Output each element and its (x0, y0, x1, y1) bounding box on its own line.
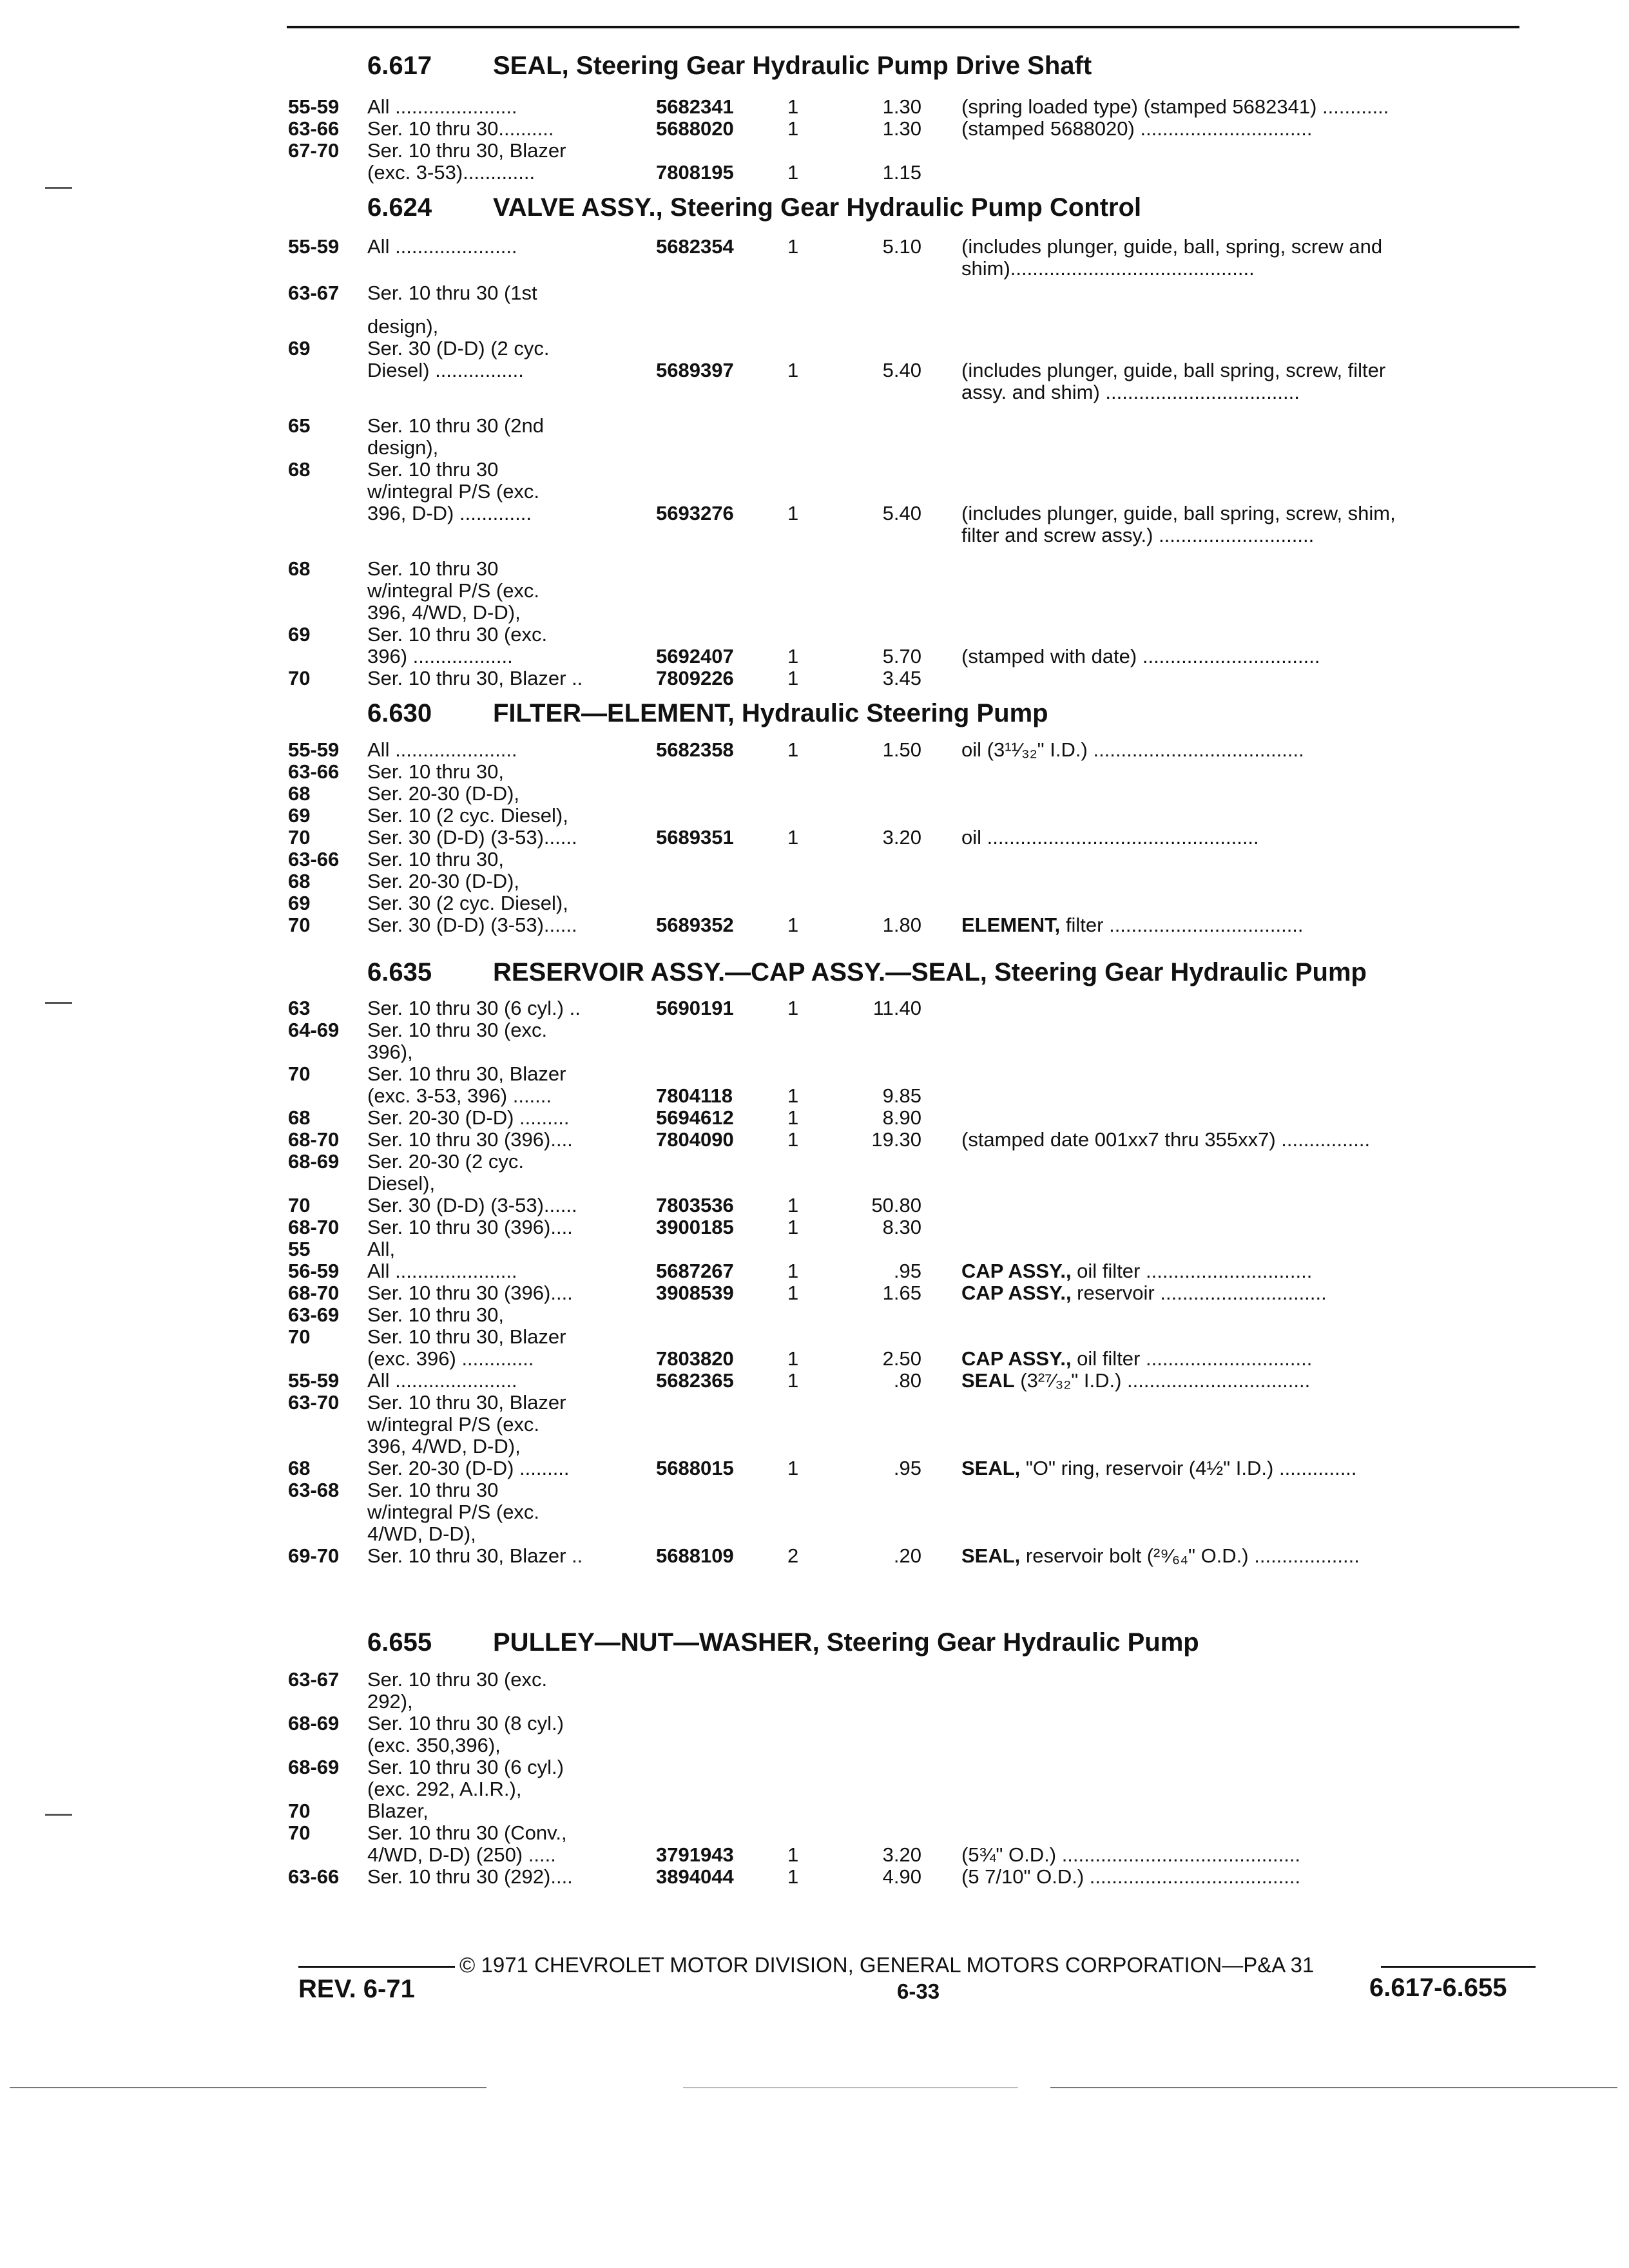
model-year: 70 (288, 1800, 311, 1822)
section-heading (367, 193, 1141, 222)
part-number: 5693276 (656, 502, 734, 524)
part-number: 7804090 (656, 1128, 734, 1151)
part-number: 5682365 (656, 1369, 734, 1392)
model-year: 65 (288, 414, 311, 437)
model-year: 55-59 (288, 738, 340, 761)
quantity: 1 (787, 117, 799, 140)
remarks: (includes plunger, guide, ball spring, screw, filter (961, 359, 1386, 381)
remarks: (5 7/10" O.D.) ...................................... (961, 1865, 1301, 1888)
list-price: .20 (893, 1544, 921, 1567)
application: w/integral P/S (exc. (367, 1413, 540, 1436)
list-price: 3.20 (882, 1843, 921, 1866)
model-year: 70 (288, 1325, 311, 1348)
model-year: 68-69 (288, 1150, 340, 1173)
part-number: 5690191 (656, 997, 734, 1019)
model-year: 55-59 (288, 95, 340, 118)
quantity: 1 (787, 359, 799, 381)
list-price: 5.40 (882, 502, 921, 524)
list-price: 5.10 (882, 235, 921, 258)
remarks (961, 1544, 1360, 1568)
model-year: 63 (288, 997, 311, 1019)
list-price: .95 (893, 1457, 921, 1479)
remark-keyword: CAP ASSY., (961, 1347, 1072, 1370)
copyright-line: © 1971 CHEVROLET MOTOR DIVISION, GENERAL MOTORS CORPORATION—P&A 31 (459, 1953, 1315, 1977)
part-number: 5687267 (656, 1260, 734, 1282)
application: Ser. 10 thru 30, Blazer (367, 139, 566, 162)
application: Diesel) ................ (367, 359, 524, 381)
part-number: 5682354 (656, 235, 734, 258)
bottom-scan-rule (1050, 2087, 1617, 2088)
model-year: 63-70 (288, 1391, 340, 1414)
remarks: (stamped 5688020) ............................... (961, 117, 1313, 140)
model-year: 69-70 (288, 1544, 340, 1567)
remarks (961, 1369, 1310, 1392)
quantity: 1 (787, 1282, 799, 1304)
application: Ser. 20-30 (2 cyc. (367, 1150, 524, 1173)
application: Ser. 10 thru 30 (367, 458, 499, 481)
model-year: 70 (288, 1062, 311, 1085)
model-year: 67-70 (288, 139, 340, 162)
model-year: 70 (288, 1821, 311, 1844)
application: Ser. 10 thru 30 (6 cyl.) (367, 1756, 564, 1778)
model-year: 63-69 (288, 1303, 340, 1326)
list-price: 2.50 (882, 1347, 921, 1370)
application: 396, 4/WD, D-D), (367, 601, 521, 624)
part-number: 3900185 (656, 1216, 734, 1238)
model-year: 68 (288, 782, 311, 805)
top-rule (287, 26, 1519, 28)
application: Ser. 10 thru 30 (1st (367, 282, 537, 304)
model-year: 69 (288, 337, 311, 360)
list-price: 1.30 (882, 117, 921, 140)
application: Ser. 20-30 (D-D) ......... (367, 1106, 570, 1129)
part-number: 5688109 (656, 1544, 734, 1567)
section-number: 6.624 (367, 193, 432, 222)
model-year: 68-69 (288, 1756, 340, 1778)
model-year: 63-67 (288, 282, 340, 304)
application: Ser. 10 thru 30 (396).... (367, 1128, 573, 1151)
section-number: 6.617 (367, 52, 432, 80)
section-heading (367, 1628, 1199, 1657)
application: (exc. 350,396), (367, 1734, 501, 1756)
quantity: 1 (787, 95, 799, 118)
application: All ...................... (367, 1260, 517, 1282)
application: 4/WD, D-D), (367, 1523, 476, 1545)
application: Ser. 10 thru 30 (367, 557, 499, 580)
section-heading (367, 958, 1367, 987)
application: (exc. 3-53)............. (367, 161, 535, 184)
model-year: 63-67 (288, 1668, 340, 1691)
application: design), (367, 436, 439, 459)
model-year: 68 (288, 1457, 311, 1479)
quantity: 1 (787, 235, 799, 258)
application: Ser. 20-30 (D-D), (367, 782, 520, 805)
quantity: 1 (787, 1216, 799, 1238)
remarks (961, 1260, 1312, 1283)
section-number: 6.630 (367, 699, 432, 727)
model-year: 68-70 (288, 1216, 340, 1238)
list-price: 3.45 (882, 667, 921, 689)
part-number: 5682358 (656, 738, 734, 761)
quantity: 1 (787, 997, 799, 1019)
application: Ser. 10 thru 30, (367, 760, 504, 783)
section-range: 6.617-6.655 (1369, 1974, 1507, 2002)
quantity: 1 (787, 1843, 799, 1866)
application: Ser. 30 (D-D) (3-53)...... (367, 914, 577, 936)
list-price: 4.90 (882, 1865, 921, 1888)
remarks (961, 1282, 1327, 1305)
application: All ...................... (367, 738, 517, 761)
application: Ser. 30 (D-D) (2 cyc. (367, 337, 550, 360)
application: w/integral P/S (exc. (367, 579, 540, 602)
model-year: 63-68 (288, 1479, 340, 1501)
quantity: 1 (787, 1347, 799, 1370)
model-year: 56-59 (288, 1260, 340, 1282)
remarks (961, 1457, 1357, 1480)
remark-text: oil filter .............................. (1071, 1260, 1313, 1282)
section-title: SEAL, Steering Gear Hydraulic Pump Drive Shaft (493, 52, 1092, 80)
remarks: assy. and shim) ................................... (961, 381, 1300, 403)
model-year: 68 (288, 870, 311, 892)
section-number: 6.635 (367, 958, 432, 986)
remark-text: reservoir bolt (²⁹⁄₆₄" O.D.) ................... (1020, 1544, 1360, 1567)
remark-keyword: CAP ASSY., (961, 1282, 1072, 1304)
list-price: .95 (893, 1260, 921, 1282)
application: 396) .................. (367, 645, 513, 668)
quantity: 1 (787, 1128, 799, 1151)
quantity: 1 (787, 667, 799, 689)
quantity: 1 (787, 1865, 799, 1888)
application: 4/WD, D-D) (250) ..... (367, 1843, 556, 1866)
quantity: 2 (787, 1544, 799, 1567)
remarks: shim)............................................ (961, 257, 1255, 280)
quantity: 1 (787, 1106, 799, 1129)
application: (exc. 292, A.I.R.), (367, 1778, 522, 1800)
remarks: (stamped with date) ................................ (961, 645, 1320, 668)
remark-keyword: SEAL (961, 1369, 1015, 1392)
application: Ser. 20-30 (D-D), (367, 870, 520, 892)
part-number: 7809226 (656, 667, 734, 689)
part-number: 5689352 (656, 914, 734, 936)
hole-punch-mark (45, 187, 72, 189)
quantity: 1 (787, 826, 799, 849)
model-year: 70 (288, 667, 311, 689)
part-number: 3791943 (656, 1843, 734, 1866)
application: Ser. 10 thru 30 (exc. (367, 1668, 548, 1691)
model-year: 68 (288, 458, 311, 481)
application: Ser. 10 thru 30 (367, 1479, 499, 1501)
list-price: 8.90 (882, 1106, 921, 1129)
part-number: 5682341 (656, 95, 734, 118)
application: Ser. 10 thru 30 (292).... (367, 1865, 573, 1888)
remark-keyword: CAP ASSY., (961, 1260, 1072, 1282)
list-price: .80 (893, 1369, 921, 1392)
application: Ser. 10 thru 30 (396).... (367, 1282, 573, 1304)
quantity: 1 (787, 738, 799, 761)
list-price: 1.50 (882, 738, 921, 761)
application: Diesel), (367, 1172, 436, 1195)
application: Ser. 10 thru 30 (2nd (367, 414, 545, 437)
remark-keyword: SEAL, (961, 1457, 1021, 1479)
application: Ser. 10 thru 30, (367, 1303, 504, 1326)
bottom-scan-rule (10, 2087, 487, 2088)
application: Ser. 10 thru 30, (367, 848, 504, 870)
remark-text: (3²⁷⁄₃₂" I.D.) ................................. (1014, 1369, 1311, 1392)
model-year: 63-66 (288, 848, 340, 870)
part-number: 7808195 (656, 161, 734, 184)
part-number: 5688020 (656, 117, 734, 140)
section-title: PULLEY—NUT—WASHER, Steering Gear Hydraulic Pump (493, 1628, 1199, 1657)
list-price: 9.85 (882, 1084, 921, 1107)
quantity: 1 (787, 1457, 799, 1479)
part-number: 7803820 (656, 1347, 734, 1370)
model-year: 70 (288, 1194, 311, 1216)
application: All ...................... (367, 95, 517, 118)
application: 396), (367, 1041, 413, 1063)
application: Ser. 10 thru 30, Blazer .. (367, 1544, 583, 1567)
application: 396, 4/WD, D-D), (367, 1435, 521, 1457)
remarks (961, 1347, 1312, 1370)
application: Ser. 10 thru 30, Blazer (367, 1325, 566, 1348)
model-year: 68-70 (288, 1282, 340, 1304)
part-number: 7803536 (656, 1194, 734, 1216)
application: Ser. 30 (D-D) (3-53)...... (367, 826, 577, 849)
list-price: 5.70 (882, 645, 921, 668)
application: Ser. 30 (D-D) (3-53)...... (367, 1194, 577, 1216)
remarks (961, 914, 1304, 937)
model-year: 55-59 (288, 235, 340, 258)
remarks: oil (3¹¹⁄₃₂" I.D.) ...................................... (961, 738, 1304, 761)
part-number: 5692407 (656, 645, 734, 668)
application: Ser. 10 thru 30, Blazer (367, 1391, 566, 1414)
model-year: 68-70 (288, 1128, 340, 1151)
list-price: 1.80 (882, 914, 921, 936)
application: w/integral P/S (exc. (367, 480, 540, 503)
model-year: 63-66 (288, 760, 340, 783)
list-price: 11.40 (872, 997, 921, 1019)
application: Ser. 30 (2 cyc. Diesel), (367, 892, 568, 914)
application: Ser. 20-30 (D-D) ......... (367, 1457, 570, 1479)
section-number: 6.655 (367, 1628, 432, 1657)
list-price: 1.65 (882, 1282, 921, 1304)
footer-rule-left (298, 1966, 455, 1968)
application: w/integral P/S (exc. (367, 1501, 540, 1523)
application: Ser. 10 thru 30 (6 cyl.) .. (367, 997, 581, 1019)
footer-rule-right (1381, 1966, 1536, 1968)
remarks: filter and screw assy.) ............................ (961, 524, 1315, 546)
part-number: 5694612 (656, 1106, 734, 1129)
model-year: 70 (288, 914, 311, 936)
hole-punch-mark (45, 1002, 72, 1004)
list-price: 5.40 (882, 359, 921, 381)
application: 292), (367, 1690, 413, 1713)
part-number: 5688015 (656, 1457, 734, 1479)
application: Ser. 10 thru 30, Blazer .. (367, 667, 583, 689)
remark-text: filter ................................... (1060, 914, 1304, 936)
remarks: (includes plunger, guide, ball spring, screw, shim, (961, 502, 1396, 524)
application: Ser. 10 thru 30.......... (367, 117, 554, 140)
application: Ser. 10 thru 30, Blazer (367, 1062, 566, 1085)
application: All ...................... (367, 1369, 517, 1392)
quantity: 1 (787, 161, 799, 184)
model-year: 69 (288, 804, 311, 827)
application: Blazer, (367, 1800, 429, 1822)
list-price: 1.15 (882, 161, 921, 184)
list-price: 19.30 (871, 1128, 921, 1151)
section-heading (367, 699, 1048, 728)
model-year: 70 (288, 826, 311, 849)
application: Ser. 10 thru 30 (8 cyl.) (367, 1712, 564, 1735)
hole-punch-mark (45, 1814, 72, 1816)
list-price: 50.80 (871, 1194, 921, 1216)
model-year: 63-66 (288, 117, 340, 140)
application: design), (367, 315, 439, 338)
application: Ser. 10 thru 30 (Conv., (367, 1821, 567, 1844)
part-number: 3894044 (656, 1865, 734, 1888)
application: (exc. 3-53, 396) ....... (367, 1084, 552, 1107)
model-year: 69 (288, 892, 311, 914)
quantity: 1 (787, 1084, 799, 1107)
model-year: 68-69 (288, 1712, 340, 1735)
remarks: (includes plunger, guide, ball, spring, screw and (961, 235, 1383, 258)
remark-text: "O" ring, reservoir (4½" I.D.) .............. (1020, 1457, 1357, 1479)
part-number: 7804118 (656, 1084, 733, 1107)
model-year: 68 (288, 1106, 311, 1129)
part-number: 5689397 (656, 359, 734, 381)
model-year: 68 (288, 557, 311, 580)
remark-text: reservoir .............................. (1071, 1282, 1327, 1304)
model-year: 63-66 (288, 1865, 340, 1888)
part-number: 5689351 (656, 826, 734, 849)
model-year: 55-59 (288, 1369, 340, 1392)
remark-keyword: ELEMENT, (961, 914, 1061, 936)
quantity: 1 (787, 645, 799, 668)
quantity: 1 (787, 1194, 799, 1216)
remark-keyword: SEAL, (961, 1544, 1021, 1567)
section-title: RESERVOIR ASSY.—CAP ASSY.—SEAL, Steering Gear Hydraulic Pump (493, 958, 1367, 986)
quantity: 1 (787, 914, 799, 936)
list-price: 8.30 (882, 1216, 921, 1238)
quantity: 1 (787, 1260, 799, 1282)
application: Ser. 10 thru 30 (exc. (367, 1019, 548, 1041)
application: Ser. 10 thru 30 (396).... (367, 1216, 573, 1238)
application: Ser. 10 (2 cyc. Diesel), (367, 804, 568, 827)
application: All ...................... (367, 235, 517, 258)
section-title: VALVE ASSY., Steering Gear Hydraulic Pump Control (493, 193, 1142, 222)
part-number: 3908539 (656, 1282, 734, 1304)
model-year: 69 (288, 623, 311, 646)
quantity: 1 (787, 502, 799, 524)
page-number: 6-33 (897, 1979, 940, 2003)
remarks: (spring loaded type) (stamped 5682341) ............ (961, 95, 1389, 118)
remarks: (5¾" O.D.) ........................................... (961, 1843, 1301, 1866)
remarks: (stamped date 001xx7 thru 355xx7) ................ (961, 1128, 1371, 1151)
application: All, (367, 1238, 396, 1260)
bottom-scan-rule (683, 2087, 1018, 2088)
remark-text: oil filter .............................. (1071, 1347, 1313, 1370)
application: Ser. 10 thru 30 (exc. (367, 623, 548, 646)
list-price: 1.30 (882, 95, 921, 118)
section-heading (367, 52, 1092, 81)
quantity: 1 (787, 1369, 799, 1392)
section-title: FILTER—ELEMENT, Hydraulic Steering Pump (493, 699, 1048, 727)
application: (exc. 396) ............. (367, 1347, 534, 1370)
list-price: 3.20 (882, 826, 921, 849)
application: 396, D-D) ............. (367, 502, 532, 524)
model-year: 64-69 (288, 1019, 340, 1041)
model-year: 55 (288, 1238, 311, 1260)
remarks: oil ................................................. (961, 826, 1259, 849)
revision-label: REV. 6-71 (298, 1975, 415, 2003)
